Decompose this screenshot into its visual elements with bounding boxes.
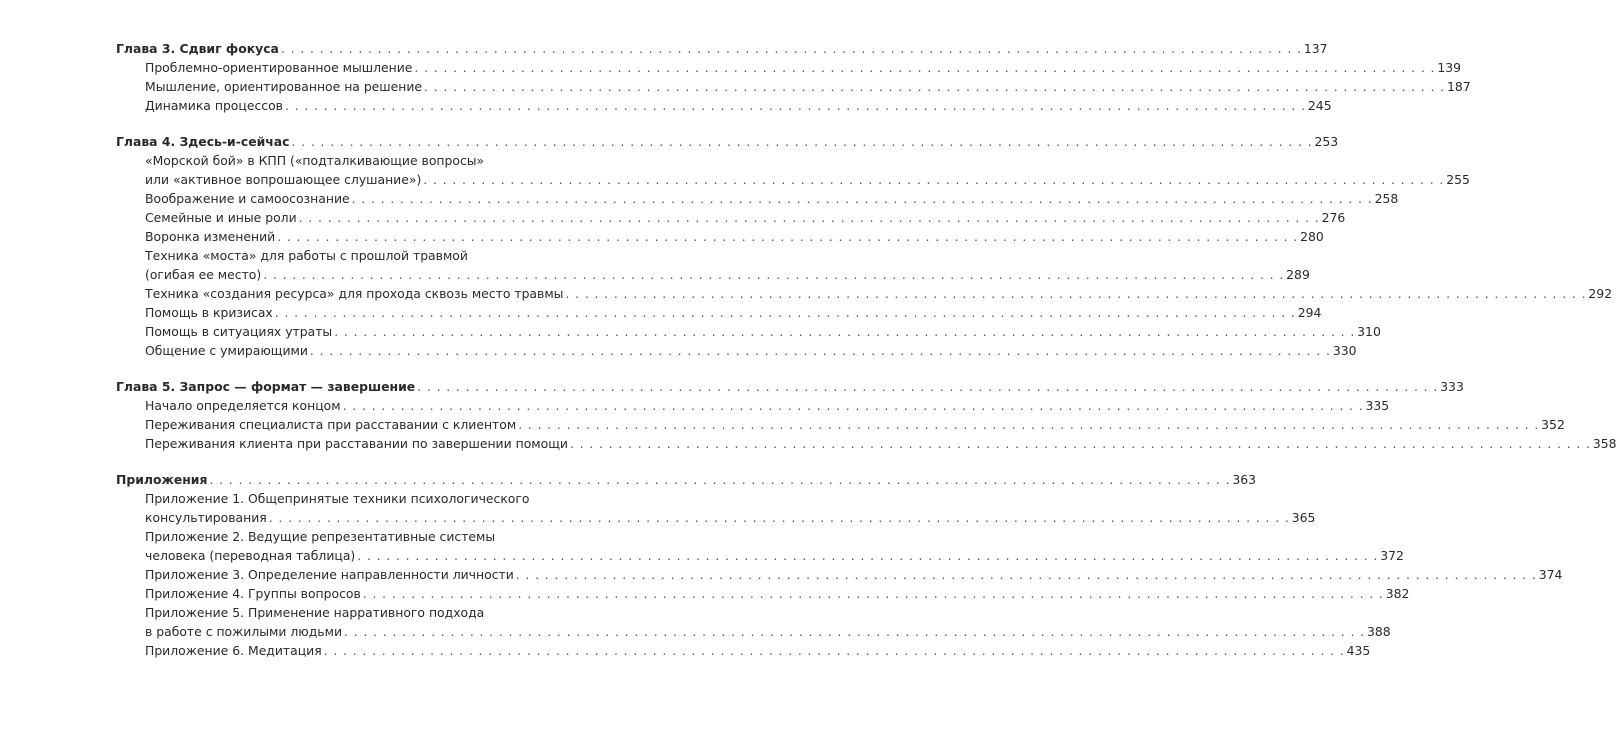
toc-entry-text: Приложение 4. Группы вопросов xyxy=(145,586,361,601)
page-number: 363 xyxy=(1232,472,1257,487)
page-number: 335 xyxy=(1365,398,1390,413)
page-number: 187 xyxy=(1447,79,1471,94)
toc-entry xyxy=(116,565,1563,584)
dot-leader: . . . . . . . . . . . . . . . . . . . . . . . . . . . . . . . . . . . . . . . . . . . . . . . . . . . . . . . . . . . . . . . . . . . . . . . . . . . . . . . . . . . . . . . . . . . . . . . . . . . . . . . . . . xyxy=(515,567,1537,582)
page-number: 276 xyxy=(1321,210,1346,225)
toc-entry xyxy=(116,208,1346,227)
toc-entry xyxy=(116,77,1471,96)
toc-entry xyxy=(116,584,1410,603)
chapter-heading xyxy=(116,377,1464,396)
toc-entry xyxy=(116,415,1565,434)
page-number: 372 xyxy=(1380,548,1404,563)
dot-leader: . . . . . . . . . . . . . . . . . . . . . . . . . . . . . . . . . . . . . . . . . . . . . . . . . . . . . . . . . . . . . . . . . . . . . . . . . . . . . . . . . . . . . . . . . . . . . . . . . . . . . . . . . . xyxy=(565,286,1587,301)
chapter-heading xyxy=(116,470,1257,489)
page-number: 137 xyxy=(1303,41,1328,56)
toc-entry-text: Техника «создания ресурса» для прохода сквозь место травмы xyxy=(145,286,564,301)
toc-entry xyxy=(116,508,1316,527)
page-number: 330 xyxy=(1332,343,1357,358)
page-number: 365 xyxy=(1291,510,1316,525)
page-number: 435 xyxy=(1346,643,1371,658)
toc-entry-text: Семейные и иные роли xyxy=(145,210,297,225)
toc-entry-text: в работе с пожилыми людьми xyxy=(145,624,343,639)
toc-entry xyxy=(116,641,1371,660)
dot-leader: . . . . . . . . . . . . . . . . . . . . . . . . . . . . . . . . . . . . . . . . . . . . . . . . . . . . . . . . . . . . . . . . . . . . . . . . . . . . . . . . . . . . . . . . . . . . . . . . . . . . . . . . . . xyxy=(277,229,1299,244)
toc-entry xyxy=(116,58,1462,77)
dot-leader: . . . . . . . . . . . . . . . . . . . . . . . . . . . . . . . . . . . . . . . . . . . . . . . . . . . . . . . . . . . . . . . . . . . . . . . . . . . . . . . . . . . . . . . . . . . . . . . . . . . . . . . . . . xyxy=(284,98,1306,113)
page-number: 245 xyxy=(1307,98,1332,113)
chapter-heading xyxy=(116,39,1328,58)
dot-leader: . . . . . . . . . . . . . . . . . . . . . . . . . . . . . . . . . . . . . . . . . . . . . . . . . . . . . . . . . . . . . . . . . . . . . . . . . . . . . . . . . . . . . . . . . . . . . . . . . . . . . . . . . . xyxy=(334,324,1356,339)
toc-entry-line: Приложение 2. Ведущие репрезентативные системы xyxy=(145,529,496,544)
toc-entry-text: Начало определяется концом xyxy=(145,398,341,413)
dot-leader: . . . . . . . . . . . . . . . . . . . . . . . . . . . . . . . . . . . . . . . . . . . . . . . . . . . . . . . . . . . . . . . . . . . . . . . . . . . . . . . . . . . . . . . . . . . . . . . . . . . . . . . . . . xyxy=(344,624,1365,639)
toc-entry-text: Воронка изменений xyxy=(145,229,276,244)
toc-entry-line: Приложение 1. Общепринятые техники психологического xyxy=(145,491,530,506)
toc-entry-text: Общение с умирающими xyxy=(145,343,308,358)
dot-leader: . . . . . . . . . . . . . . . . . . . . . . . . . . . . . . . . . . . . . . . . . . . . . . . . . . . . . . . . . . . . . . . . . . . . . . . . . . . . . . . . . . . . . . . . . . . . . . . . . . . . . . . . . . xyxy=(342,398,1364,413)
dot-leader: . . . . . . . . . . . . . . . . . . . . . . . . . . . . . . . . . . . . . . . . . . . . . . . . . . . . . . . . . . . . . . . . . . . . . . . . . . . . . . . . . . . . . . . . . . . . . . . . . . . . . . . . . . xyxy=(351,191,1373,206)
toc-entry-text: Приложение 3. Определение направленности личности xyxy=(145,567,514,582)
toc-entry xyxy=(116,434,1617,453)
dot-leader: . . . . . . . . . . . . . . . . . . . . . . . . . . . . . . . . . . . . . . . . . . . . . . . . . . . . . . . . . . . . . . . . . . . . . . . . . . . . . . . . . . . . . . . . . . . . . . . . . . . . . . . . . . xyxy=(209,472,1231,487)
page-number: 292 xyxy=(1588,286,1613,301)
toc-entry xyxy=(116,284,1613,303)
page-number: 374 xyxy=(1538,567,1563,582)
dot-leader: . . . . . . . . . . . . . . . . . . . . . . . . . . . . . . . . . . . . . . . . . . . . . . . . . . . . . . . . . . . . . . . . . . . . . . . . . . . . . . . . . . . . . . . . . . . . . . . . . . . . . . . . . . xyxy=(357,548,1379,563)
page-number: 388 xyxy=(1366,624,1391,639)
page-number: 382 xyxy=(1385,586,1410,601)
chapter-heading xyxy=(116,132,1339,151)
toc-entry xyxy=(116,227,1324,246)
toc-entry xyxy=(116,622,1391,641)
toc-section xyxy=(116,470,1563,660)
toc-entry xyxy=(116,303,1322,322)
toc-entry-text: Мышление, ориентированное на решение xyxy=(145,79,423,94)
chapter-heading-text: Глава 5. Запрос — формат — завершение xyxy=(116,379,416,394)
chapter-heading-text: Глава 3. Сдвиг фокуса xyxy=(116,41,279,56)
dot-leader: . . . . . . . . . . . . . . . . . . . . . . . . . . . . . . . . . . . . . . . . . . . . . . . . . . . . . . . . . . . . . . . . . . . . . . . . . . . . . . . . . . . . . . . . . . . . . . . . . . . . . . . . . . xyxy=(414,60,1436,75)
toc-section xyxy=(116,132,1613,360)
table-of-contents xyxy=(116,39,1617,677)
page-number: 280 xyxy=(1300,229,1324,244)
toc-entry-text: Переживания клиента при расставании по завершении помощи xyxy=(145,436,568,451)
toc-entry-line: Техника «моста» для работы с прошлой травмой xyxy=(145,248,468,263)
toc-entry-text: Переживания специалиста при расставании с клиентом xyxy=(145,417,517,432)
toc-section xyxy=(116,39,1471,115)
dot-leader: . . . . . . . . . . . . . . . . . . . . . . . . . . . . . . . . . . . . . . . . . . . . . . . . . . . . . . . . . . . . . . . . . . . . . . . . . . . . . . . . . . . . . . . . . . . . . . . . . . . . . . . . . . xyxy=(263,267,1285,282)
toc-entry-text: человека (переводная таблица) xyxy=(145,548,356,563)
chapter-heading-text: Глава 4. Здесь-и-сейчас xyxy=(116,134,290,149)
page-number: 258 xyxy=(1374,191,1399,206)
dot-leader: . . . . . . . . . . . . . . . . . . . . . . . . . . . . . . . . . . . . . . . . . . . . . . . . . . . . . . . . . . . . . . . . . . . . . . . . . . . . . . . . . . . . . . . . . . . . . . . . . . . . . . . . . . xyxy=(268,510,1290,525)
dot-leader: . . . . . . . . . . . . . . . . . . . . . . . . . . . . . . . . . . . . . . . . . . . . . . . . . . . . . . . . . . . . . . . . . . . . . . . . . . . . . . . . . . . . . . . . . . . . . . . . . . . . . . . . . . xyxy=(417,379,1439,394)
toc-section xyxy=(116,377,1617,453)
page-number: 289 xyxy=(1286,267,1310,282)
toc-entry-line: «Морской бой» в КПП («подталкивающие вопросы» xyxy=(145,153,485,168)
page-number: 358 xyxy=(1592,436,1617,451)
toc-entry xyxy=(116,189,1399,208)
dot-leader: . . . . . . . . . . . . . . . . . . . . . . . . . . . . . . . . . . . . . . . . . . . . . . . . . . . . . . . . . . . . . . . . . . . . . . . . . . . . . . . . . . . . . . . . . . . . . . . . . . . . . . . . . . xyxy=(291,134,1313,149)
toc-entry xyxy=(116,96,1332,115)
page-number: 310 xyxy=(1357,324,1381,339)
dot-leader: . . . . . . . . . . . . . . . . . . . . . . . . . . . . . . . . . . . . . . . . . . . . . . . . . . . . . . . . . . . . . . . . . . . . . . . . . . . . . . . . . . . . . . . . . . . . . . . . . . . . . . . . . . xyxy=(424,79,1445,94)
dot-leader: . . . . . . . . . . . . . . . . . . . . . . . . . . . . . . . . . . . . . . . . . . . . . . . . . . . . . . . . . . . . . . . . . . . . . . . . . . . . . . . . . . . . . . . . . . . . . . . . . . . . . . . . . . xyxy=(309,343,1331,358)
page-number: 333 xyxy=(1440,379,1464,394)
toc-entry xyxy=(116,341,1357,360)
toc-entry-text: или «активное вопрошающее слушание») xyxy=(145,172,422,187)
toc-entry-text: Приложение 6. Медитация xyxy=(145,643,322,658)
toc-entry-text: консультирования xyxy=(145,510,267,525)
dot-leader: . . . . . . . . . . . . . . . . . . . . . . . . . . . . . . . . . . . . . . . . . . . . . . . . . . . . . . . . . . . . . . . . . . . . . . . . . . . . . . . . . . . . . . . . . . . . . . . . . . . . . . . . . . xyxy=(362,586,1384,601)
page-number: 253 xyxy=(1314,134,1339,149)
toc-entry-text: Динамика процессов xyxy=(145,98,283,113)
toc-entry xyxy=(116,265,1310,284)
toc-entry xyxy=(116,322,1381,341)
page-number: 139 xyxy=(1437,60,1462,75)
toc-entry-line: Приложение 5. Применение нарративного подхода xyxy=(145,605,485,620)
page-number: 255 xyxy=(1446,172,1470,187)
dot-leader: . . . . . . . . . . . . . . . . . . . . . . . . . . . . . . . . . . . . . . . . . . . . . . . . . . . . . . . . . . . . . . . . . . . . . . . . . . . . . . . . . . . . . . . . . . . . . . . . . . . . . . . . . . xyxy=(280,41,1302,56)
toc-entry-text: Помощь в кризисах xyxy=(145,305,273,320)
dot-leader: . . . . . . . . . . . . . . . . . . . . . . . . . . . . . . . . . . . . . . . . . . . . . . . . . . . . . . . . . . . . . . . . . . . . . . . . . . . . . . . . . . . . . . . . . . . . . . . . . . . . . . . . . . xyxy=(323,643,1345,658)
dot-leader: . . . . . . . . . . . . . . . . . . . . . . . . . . . . . . . . . . . . . . . . . . . . . . . . . . . . . . . . . . . . . . . . . . . . . . . . . . . . . . . . . . . . . . . . . . . . . . . . . . . . . . . . . . xyxy=(518,417,1540,432)
toc-entry-text: Воображение и самоосознание xyxy=(145,191,350,206)
page-number: 352 xyxy=(1541,417,1565,432)
toc-entry xyxy=(116,396,1390,415)
dot-leader: . . . . . . . . . . . . . . . . . . . . . . . . . . . . . . . . . . . . . . . . . . . . . . . . . . . . . . . . . . . . . . . . . . . . . . . . . . . . . . . . . . . . . . . . . . . . . . . . . . . . . . . . . . xyxy=(274,305,1296,320)
toc-entry-text: (огибая ее место) xyxy=(145,267,262,282)
toc-entry-text: Помощь в ситуациях утраты xyxy=(145,324,333,339)
page-number: 294 xyxy=(1297,305,1322,320)
toc-entry xyxy=(116,546,1404,565)
dot-leader: . . . . . . . . . . . . . . . . . . . . . . . . . . . . . . . . . . . . . . . . . . . . . . . . . . . . . . . . . . . . . . . . . . . . . . . . . . . . . . . . . . . . . . . . . . . . . . . . . . . . . . . . . . xyxy=(569,436,1591,451)
toc-entry-text: Проблемно-ориентированное мышление xyxy=(145,60,413,75)
dot-leader: . . . . . . . . . . . . . . . . . . . . . . . . . . . . . . . . . . . . . . . . . . . . . . . . . . . . . . . . . . . . . . . . . . . . . . . . . . . . . . . . . . . . . . . . . . . . . . . . . . . . . . . . . . xyxy=(423,172,1445,187)
chapter-heading-text: Приложения xyxy=(116,472,208,487)
dot-leader: . . . . . . . . . . . . . . . . . . . . . . . . . . . . . . . . . . . . . . . . . . . . . . . . . . . . . . . . . . . . . . . . . . . . . . . . . . . . . . . . . . . . . . . . . . . . . . . . . . . . . . . . . . xyxy=(298,210,1320,225)
toc-entry xyxy=(116,170,1470,189)
